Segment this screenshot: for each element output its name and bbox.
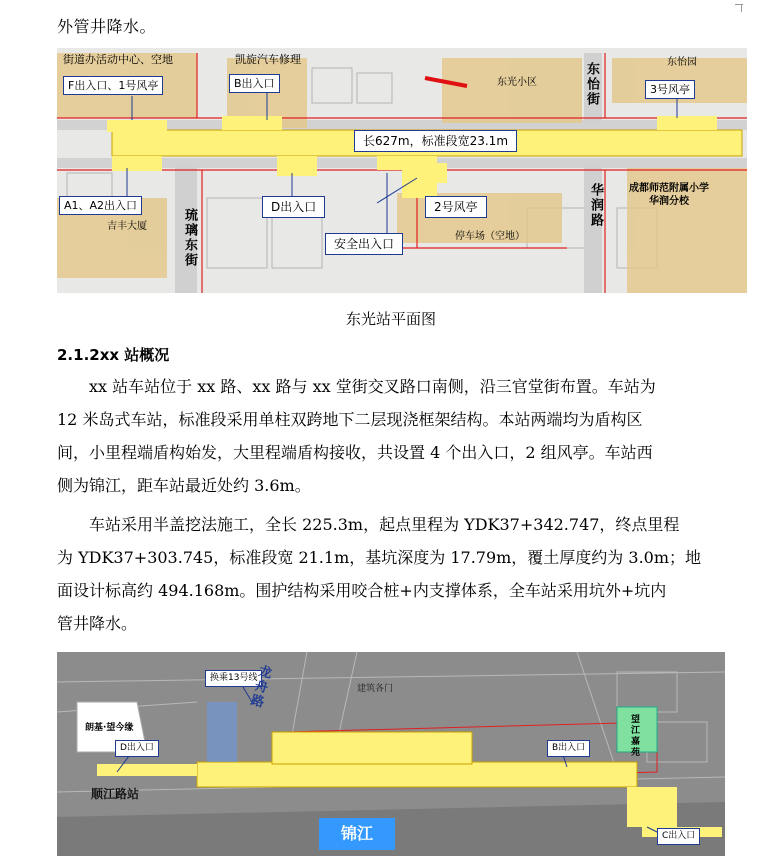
map2-wangjiang-label: 望江嘉苑 [629,714,639,758]
map2-shunjiang-station-label: 顺江路站 [91,787,140,801]
map1-f-entrance-box: F出入口、1号风亭 [63,76,163,95]
map2-longzhou-road-label: 龙舟路 [246,662,273,711]
map1-vent3-box: 3号风亭 [645,80,695,99]
station-plan-map-2 [57,652,725,856]
map2-transfer-line13-box: 换乘13号线 [205,670,262,687]
map1-kaixuan-auto-label: 凯旋汽车修理 [235,53,301,66]
paragraph-2-line: 为 YDK37+303.745，标准段宽 21.1m，基坑深度为 17.79m，覆土厚度约为 3.0m；地 [57,548,702,567]
map1-dongguang-xiaoqu-label: 东光小区 [497,77,537,88]
map1-safety-exit-box: 安全出入口 [325,233,403,255]
page-corner-mark [735,4,743,5]
map1-length-info-box: 长627m，标准段宽23.1m [354,130,517,152]
map2-jinjiang-label: 锦江 [319,818,395,850]
map1-d-entrance-box: D出入口 [262,196,325,218]
section-heading: 2.1.2xx 站概况 [57,346,170,364]
map1-a-entrance-box: A1、A2出入口 [59,196,142,215]
paragraph-1-line: 间，小里程端盾构始发，大里程端盾构接收，共设置 4 个出入口，2 组风亭。车站西 [57,443,653,462]
map1-parking-label: 停车场（空地） [455,231,525,242]
paragraph-2-line: 面设计标高约 494.168m。围护结构采用咬合桩+内支撑体系，全车站采用坑外+坑内 [57,581,667,600]
paragraph-2 [57,508,725,640]
map1-school-label: 成都师范附属小学 华润分校 [629,183,709,207]
map1-huarun-road-label: 华润路 [588,183,603,228]
map1-jifeng-label: 吉丰大厦 [107,221,147,232]
map1-liuli-dongjie-label: 琉璃东街 [182,208,197,268]
map2-langji-label: 朗基·望今缘 [85,723,134,733]
map1-dongyi-yuan-label: 东怡园 [667,57,697,68]
map1-dongyi-street-label: 东怡街 [584,62,599,107]
paragraph-1-line: 12 米岛式车站，标准段采用单柱双跨地下二层现浇框架结构。本站两端均为盾构区 [57,410,643,429]
paragraph-1-line: xx 站车站位于 xx 路、xx 路与 xx 堂街交叉路口南侧，沿三官堂街布置。车站为 [89,377,656,396]
dongguang-station-plan-map [57,48,747,293]
map1-activity-center-label: 街道办活动中心、空地 [63,53,173,66]
map1-b-entrance-box: B出入口 [229,74,280,93]
map2-b-entrance-box: B出入口 [547,740,590,757]
paragraph-2-line: 车站采用半盖挖法施工，全长 225.3m，起点里程为 YDK37+342.747，终点里程 [89,515,680,534]
map1-vent2-box: 2号风亭 [425,196,487,218]
top-text: 外管井降水。 [57,17,157,36]
figure-caption: 东光站平面图 [345,310,436,328]
paragraph-2-line: 管井降水。 [57,614,138,633]
paragraph-1 [57,370,725,502]
map2-jianzhu-gate-label: 建筑各门 [357,684,394,694]
map2-c-entrance-box: C出入口 [657,828,700,845]
paragraph-1-line: 侧为锦江，距车站最近处约 3.6m。 [57,476,311,495]
page-corner-mark [741,4,742,12]
map2-d-entrance-box: D出入口 [115,740,159,757]
